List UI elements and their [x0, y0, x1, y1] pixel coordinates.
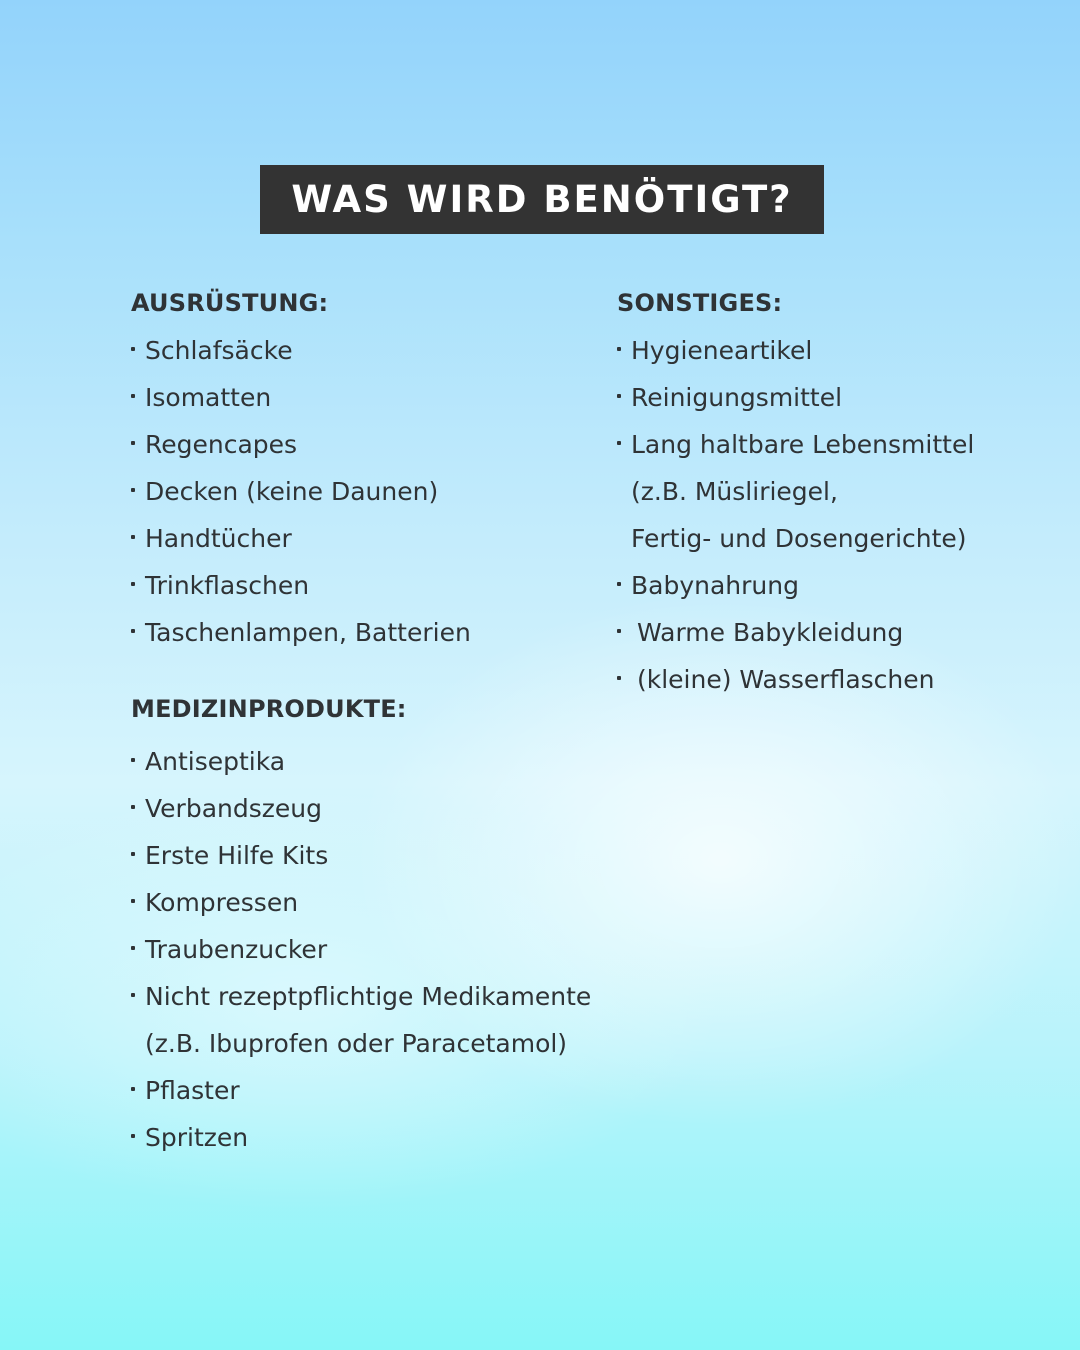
list-item — [131, 1114, 611, 1161]
bullet-icon — [617, 562, 631, 609]
list-item-label: Trinkflaschen — [145, 571, 310, 600]
list-item-label: Schlafsäcke — [145, 336, 293, 365]
list-item — [131, 926, 611, 973]
medizinprodukte-list — [131, 738, 611, 1161]
ausruestung-list — [131, 327, 611, 656]
list-item — [131, 327, 611, 374]
bullet-icon — [617, 421, 631, 468]
list-item-label: Babynahrung — [631, 571, 799, 600]
bullet-icon — [617, 374, 631, 421]
bullet-icon — [131, 832, 145, 879]
bullet-icon — [131, 785, 145, 832]
right-column — [617, 280, 1057, 703]
list-item-continuation: Fertig- und Dosengerichte) — [631, 524, 967, 553]
bullet-icon — [131, 609, 145, 656]
list-item — [131, 562, 611, 609]
list-item-label: (kleine) Wasserflaschen — [637, 665, 935, 694]
list-item-label: Isomatten — [145, 383, 272, 412]
list-item — [131, 468, 611, 515]
bullet-icon — [131, 468, 145, 515]
list-item-label: Erste Hilfe Kits — [145, 841, 329, 870]
list-item — [617, 327, 1057, 374]
section-heading-sonstiges: SONSTIGES: — [617, 289, 783, 317]
list-item-label: Handtücher — [145, 524, 292, 553]
bullet-icon — [617, 656, 637, 703]
bullet-icon — [131, 515, 145, 562]
list-item-continuation: (z.B. Ibuprofen oder Paracetamol) — [145, 1029, 568, 1058]
list-item — [131, 832, 611, 879]
sonstiges-list — [617, 327, 1057, 703]
bullet-icon — [131, 879, 145, 926]
list-item — [617, 609, 1057, 656]
list-item — [131, 1067, 611, 1114]
list-item — [617, 562, 1057, 609]
list-item-label: Antiseptika — [145, 747, 286, 776]
list-item-label: Kompressen — [145, 888, 299, 917]
bullet-icon — [131, 327, 145, 374]
bullet-icon — [131, 926, 145, 973]
list-item — [131, 515, 611, 562]
bullet-icon — [131, 738, 145, 785]
bullet-icon — [617, 609, 637, 656]
section-heading-ausruestung: AUSRÜSTUNG: — [131, 289, 329, 317]
list-item — [131, 609, 611, 656]
list-item-label: Verbandszeug — [145, 794, 322, 823]
list-item-label: Lang haltbare Lebensmittel — [631, 430, 975, 459]
list-item-label: Pflaster — [145, 1076, 240, 1105]
list-item-label: Traubenzucker — [145, 935, 328, 964]
list-item — [617, 421, 1057, 468]
list-item — [131, 785, 611, 832]
bullet-icon — [131, 374, 145, 421]
title-banner — [260, 165, 824, 234]
section-heading-medizinprodukte: MEDIZINPRODUKTE: — [131, 695, 407, 723]
list-item-label: Hygieneartikel — [631, 336, 813, 365]
bullet-icon — [131, 973, 145, 1020]
list-item-label: Regencapes — [145, 430, 298, 459]
list-item-label: Decken (keine Daunen) — [145, 477, 439, 506]
list-item-continuation: (z.B. Müsliriegel, — [631, 477, 838, 506]
list-item — [131, 374, 611, 421]
list-item — [131, 973, 611, 1020]
list-item — [617, 656, 1057, 703]
bullet-icon — [131, 562, 145, 609]
bullet-icon — [131, 1067, 145, 1114]
list-item-label: Warme Babykleidung — [637, 618, 904, 647]
list-item — [131, 421, 611, 468]
bullet-icon — [617, 327, 631, 374]
list-item — [131, 879, 611, 926]
list-item-label: Nicht rezeptpflichtige Medikamente — [145, 982, 592, 1011]
list-item — [617, 374, 1057, 421]
list-item-label: Reinigungsmittel — [631, 383, 843, 412]
list-item-label: Spritzen — [145, 1123, 249, 1152]
bullet-icon — [131, 421, 145, 468]
list-item — [131, 738, 611, 785]
left-column — [131, 280, 611, 1161]
bullet-icon — [131, 1114, 145, 1161]
list-item-label: Taschenlampen, Batterien — [145, 618, 471, 647]
page-title: WAS WIRD BENÖTIGT? — [291, 178, 793, 221]
